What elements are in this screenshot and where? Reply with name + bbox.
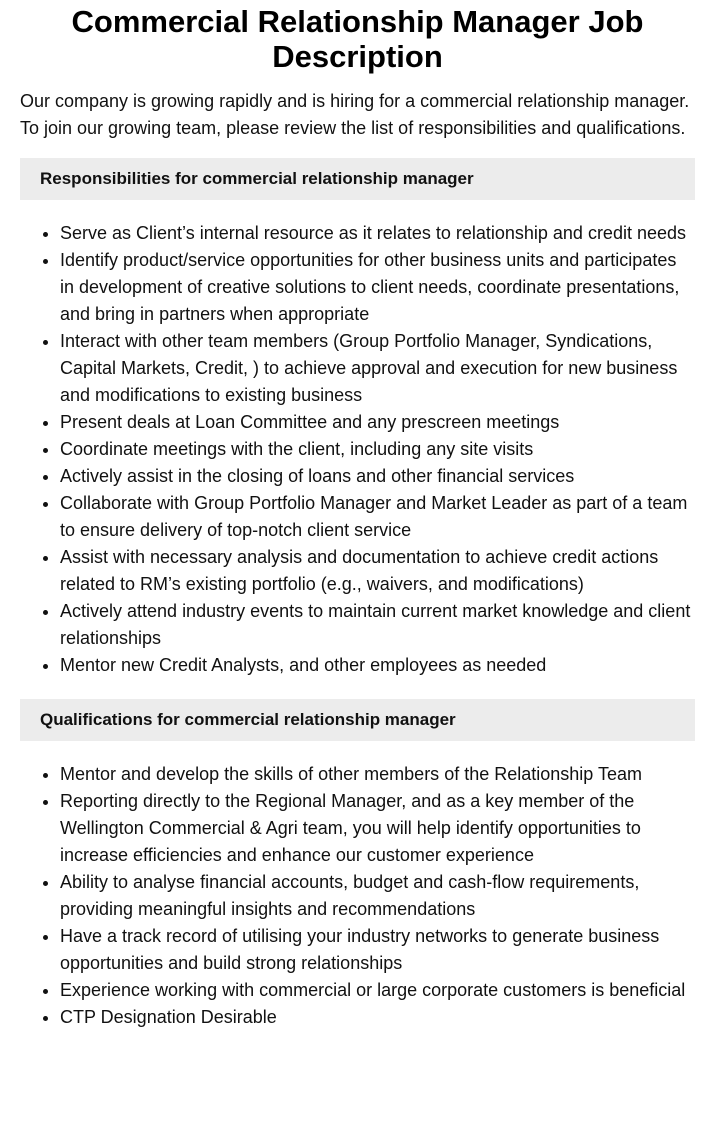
list-item: • Assist with necessary analysis and documentation to achieve credit actions related to RM’s existing portfolio (e.g., waivers, and modifications): [60, 544, 695, 598]
page-title: Commercial Relationship Manager Job Description: [71, 4, 644, 74]
sections: [20, 158, 695, 1031]
list-item: • Present deals at Loan Committee and any prescreen meetings: [60, 409, 695, 436]
list-item: • Identify product/service opportunities for other business units and participates in development of creative solutions to client needs, coordinate presentations, and bring in partners when appropriate: [60, 247, 695, 328]
list-item: • Mentor and develop the skills of other members of the Relationship Team: [60, 761, 695, 788]
responsibilities-header: Responsibilities for commercial relationship manager: [20, 158, 695, 200]
list-item: • Have a track record of utilising your industry networks to generate business opportunities and build strong relationships: [60, 923, 695, 977]
list-item: • Ability to analyse financial accounts, budget and cash-flow requirements, providing meaningful insights and recommendations: [60, 869, 695, 923]
qualifications-list: [20, 761, 695, 1031]
list-item: • CTP Designation Desirable: [60, 1004, 695, 1031]
list-item: • Experience working with commercial or large corporate customers is beneficial: [60, 977, 695, 1004]
qualifications-header: Qualifications for commercial relationship manager: [20, 699, 695, 741]
list-item: • Serve as Client’s internal resource as it relates to relationship and credit needs: [60, 220, 695, 247]
intro-paragraph: Our company is growing rapidly and is hiring for a commercial relationship manager. To join our growing team, please review the list of responsibilities and qualifications.: [20, 91, 690, 138]
list-item: • Actively assist in the closing of loans and other financial services: [60, 463, 695, 490]
list-item: • Coordinate meetings with the client, including any site visits: [60, 436, 695, 463]
responsibilities-list: [20, 220, 695, 679]
list-item: • Actively attend industry events to maintain current market knowledge and client relationships: [60, 598, 695, 652]
list-item: • Interact with other team members (Group Portfolio Manager, Syndications, Capital Markets, Credit, ) to achieve approval and execution for new business and modifications to existing business: [60, 328, 695, 409]
list-item: • Collaborate with Group Portfolio Manager and Market Leader as part of a team to ensure delivery of top-notch client service: [60, 490, 695, 544]
list-item: • Reporting directly to the Regional Manager, and as a key member of the Wellington Commercial & Agri team, you will help identify opportunities to increase efficiencies and enhance our customer experience: [60, 788, 695, 869]
list-item: • Mentor new Credit Analysts, and other employees as needed: [60, 652, 695, 679]
